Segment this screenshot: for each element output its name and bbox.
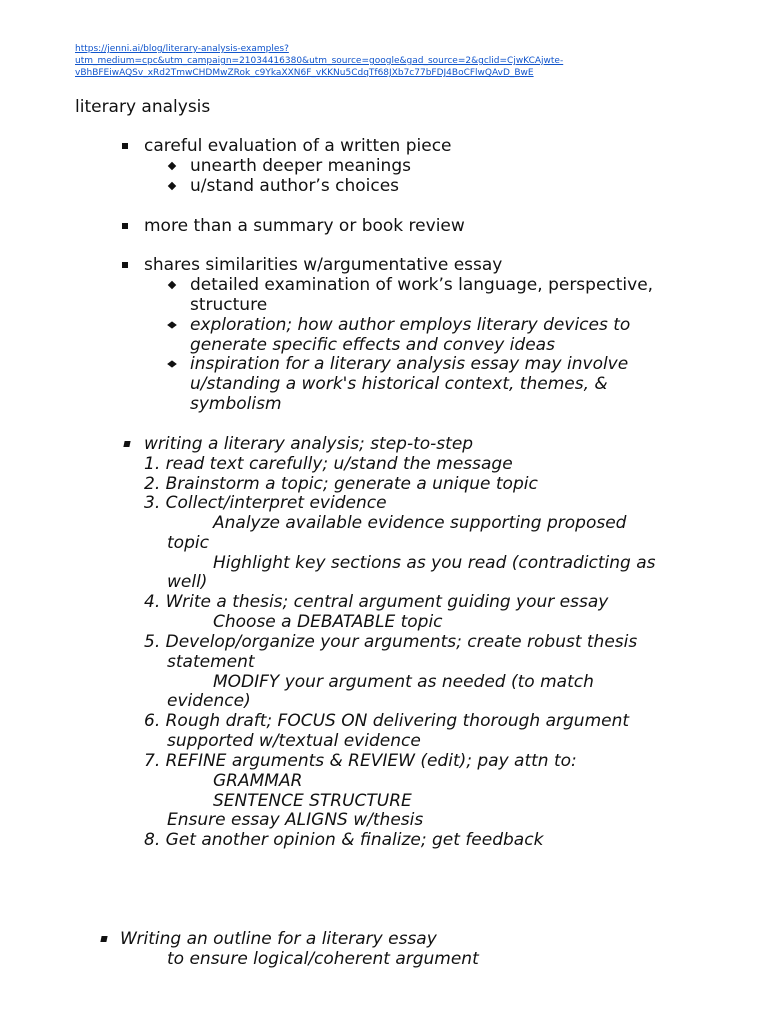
bullet-5-line-1: Writing an outline for a literary essay bbox=[120, 929, 437, 949]
diamond-bullet-icon bbox=[167, 360, 177, 367]
step-3-note-2-line-1: Highlight key sections as you read (contradicting as bbox=[213, 553, 656, 573]
step-5-line-1: 5. Develop/organize your arguments; create robust thesis bbox=[144, 632, 638, 652]
step-3-note-2-line-2: well) bbox=[167, 572, 208, 592]
step-4-note: Choose a DEBATABLE topic bbox=[213, 612, 443, 632]
bullet-3-sub-3-line-1: inspiration for a literary analysis essay may involve bbox=[190, 354, 629, 374]
step-7-note-3: Ensure essay ALIGNS w/thesis bbox=[167, 810, 424, 830]
bullet-1-text: careful evaluation of a written piece bbox=[144, 136, 452, 156]
step-5-note-line-2: evidence) bbox=[167, 691, 251, 711]
source-link[interactable] bbox=[75, 43, 715, 79]
square-bullet-icon bbox=[122, 262, 128, 268]
bullet-1-sub-2: u/stand author’s choices bbox=[190, 176, 400, 196]
page-title: literary analysis bbox=[75, 97, 211, 117]
square-bullet-icon bbox=[123, 441, 130, 447]
diamond-bullet-icon bbox=[168, 281, 176, 289]
step-5-note-line-1: MODIFY your argument as needed (to match bbox=[213, 672, 594, 692]
step-4: 4. Write a thesis; central argument guiding your essay bbox=[144, 592, 609, 612]
step-3-note-1-line-2: topic bbox=[167, 533, 209, 553]
step-3: 3. Collect/interpret evidence bbox=[144, 493, 387, 513]
bullet-2-text: more than a summary or book review bbox=[144, 216, 465, 236]
step-3-note-1-line-1: Analyze available evidence supporting proposed bbox=[213, 513, 627, 533]
square-bullet-icon bbox=[122, 223, 128, 229]
diamond-bullet-icon bbox=[167, 321, 177, 328]
bullet-3-sub-1-line-2: structure bbox=[190, 295, 268, 315]
bullet-3-sub-1-line-1: detailed examination of work’s language, perspective, bbox=[190, 275, 654, 295]
bullet-3-text: shares similarities w/argumentative essay bbox=[144, 255, 503, 275]
source-link-line-2[interactable]: utm_medium=cpc&utm_campaign=21034416380&utm_source=google&gad_source=2&gclid=CjwKCAjwte- bbox=[75, 56, 564, 66]
step-7-note-1: GRAMMAR bbox=[213, 771, 303, 791]
source-link-line-3[interactable]: vBhBFEiwAQSv_xRd2TmwCHDMwZRok_c9YkaXXN6F_vKKNu5CdqTf68JXb7c77bFDJ4BoCFlwQAvD_BwE bbox=[75, 68, 534, 78]
bullet-3-sub-3-line-2: u/standing a work's historical context, themes, & bbox=[190, 374, 608, 394]
step-7: 7. REFINE arguments & REVIEW (edit); pay attn to: bbox=[144, 751, 577, 771]
bullet-4-text: writing a literary analysis; step-to-step bbox=[144, 434, 474, 454]
source-link-line-1[interactable]: https://jenni.ai/blog/literary-analysis-examples? bbox=[75, 44, 289, 54]
step-6-line-1: 6. Rough draft; FOCUS ON delivering thorough argument bbox=[144, 711, 630, 731]
bullet-3-sub-3-line-3: symbolism bbox=[190, 394, 282, 414]
bullet-5-line-2: to ensure logical/coherent argument bbox=[167, 949, 479, 969]
step-7-note-2: SENTENCE STRUCTURE bbox=[213, 791, 412, 811]
step-2: 2. Brainstorm a topic; generate a unique topic bbox=[144, 474, 538, 494]
diamond-bullet-icon bbox=[168, 162, 176, 170]
bullet-3-sub-2-line-1: exploration; how author employs literary devices to bbox=[190, 315, 631, 335]
step-8: 8. Get another opinion & finalize; get feedback bbox=[144, 830, 544, 850]
step-6-line-2: supported w/textual evidence bbox=[167, 731, 421, 751]
square-bullet-icon bbox=[122, 143, 128, 149]
diamond-bullet-icon bbox=[168, 182, 176, 190]
bullet-3-sub-2-line-2: generate specific effects and convey ideas bbox=[190, 335, 555, 355]
square-bullet-icon bbox=[100, 936, 107, 942]
step-1: 1. read text carefully; u/stand the message bbox=[144, 454, 513, 474]
bullet-1-sub-1: unearth deeper meanings bbox=[190, 156, 411, 176]
step-5-line-2: statement bbox=[167, 652, 255, 672]
